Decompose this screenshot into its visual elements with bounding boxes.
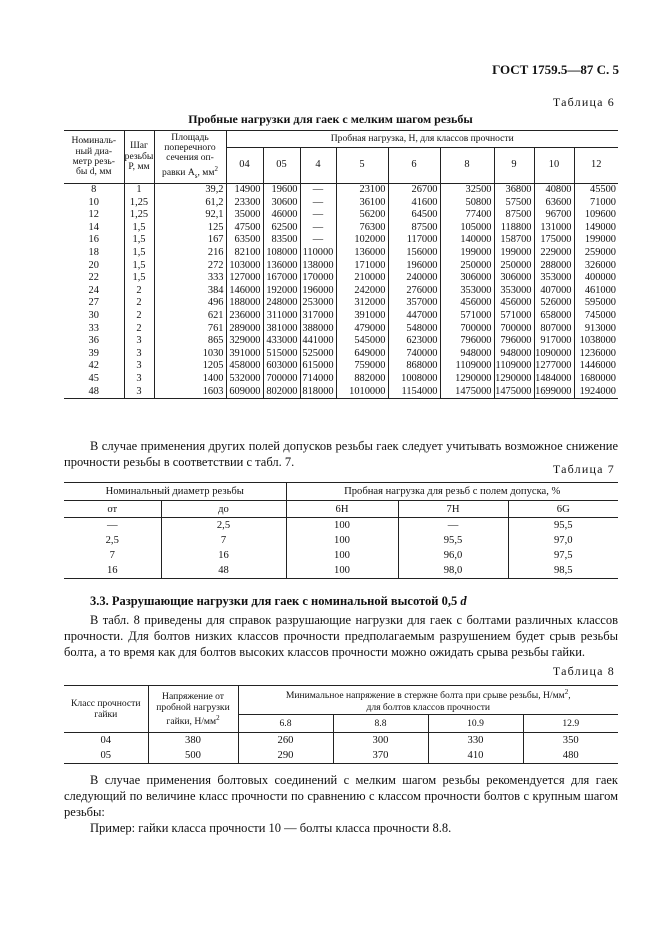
table-cell: 76300 bbox=[336, 222, 388, 235]
table8-class-12-9: 12.9 bbox=[523, 715, 618, 733]
table7 bbox=[64, 482, 618, 579]
table-cell: 330 bbox=[428, 733, 523, 749]
table-cell: 1699000 bbox=[534, 386, 574, 399]
table-cell: 2 bbox=[124, 297, 154, 310]
table-cell: 8 bbox=[64, 184, 124, 197]
table6-col-d: Номиналь- ный диа- метр резь- бы d, мм bbox=[64, 131, 124, 184]
table7-sub-7h: 7H bbox=[398, 501, 508, 518]
table-cell: 253000 bbox=[300, 297, 336, 310]
table6-class-04: 04 bbox=[226, 148, 263, 184]
table-cell: 97,0 bbox=[553, 535, 573, 546]
table-cell: 433000 bbox=[263, 335, 300, 348]
table-cell: 571000 bbox=[494, 310, 534, 323]
table-row bbox=[64, 209, 618, 222]
table-cell: 95,5 bbox=[398, 533, 508, 548]
table-cell: 117000 bbox=[388, 234, 440, 247]
table6-class-10: 10 bbox=[534, 148, 574, 184]
table6-title: Пробные нагрузки для гаек с мелким шагом резьбы bbox=[188, 112, 473, 126]
table-cell: 45500 bbox=[590, 184, 616, 196]
table-cell: 700000 bbox=[440, 323, 494, 336]
table6-class-6: 6 bbox=[388, 148, 440, 184]
table-cell: 95,5 bbox=[553, 520, 573, 531]
table-cell: 621 bbox=[154, 310, 226, 323]
table8-col-class: Класс прочности гайки bbox=[64, 686, 148, 733]
table-cell: 10 bbox=[64, 197, 124, 210]
table-cell: 149000 bbox=[584, 221, 616, 233]
table-cell: 350 bbox=[562, 735, 579, 746]
table-cell: 136000 bbox=[336, 247, 388, 260]
table7-header-diameter: Номинальный диаметр резьбы bbox=[64, 483, 286, 501]
table-cell: 20 bbox=[64, 260, 124, 273]
table-cell: 658000 bbox=[534, 310, 574, 323]
table-cell: 1475000 bbox=[440, 386, 494, 399]
table8-class-8-8: 8.8 bbox=[333, 715, 428, 733]
table-row bbox=[64, 247, 618, 260]
table-cell: 289000 bbox=[226, 323, 263, 336]
table-cell: 82100 bbox=[226, 247, 263, 260]
table-cell: — bbox=[300, 184, 336, 197]
table8-class-10-9: 10.9 bbox=[428, 715, 523, 733]
table-row bbox=[64, 348, 618, 361]
table-cell: 761 bbox=[154, 323, 226, 336]
table-cell: 1,5 bbox=[124, 234, 154, 247]
table-cell: 96700 bbox=[534, 209, 574, 222]
table-cell: 127000 bbox=[226, 272, 263, 285]
table-cell: 1,25 bbox=[124, 209, 154, 222]
table-cell: 63600 bbox=[534, 197, 574, 210]
table-cell: 192000 bbox=[263, 285, 300, 298]
table-cell: 865 bbox=[154, 335, 226, 348]
table-cell: 3 bbox=[124, 335, 154, 348]
table-cell: 175000 bbox=[534, 234, 574, 247]
page-header: ГОСТ 1759.5—87 С. 5 bbox=[492, 62, 619, 77]
table-cell: 26700 bbox=[388, 184, 440, 197]
table-row bbox=[64, 323, 618, 336]
table-cell: 1109000 bbox=[494, 360, 534, 373]
table-cell: 27 bbox=[64, 297, 124, 310]
table-cell: 36 bbox=[64, 335, 124, 348]
table-cell: 288000 bbox=[534, 260, 574, 273]
table-cell: 1290000 bbox=[440, 373, 494, 386]
table-cell: 240000 bbox=[388, 272, 440, 285]
table-cell: 3 bbox=[124, 373, 154, 386]
table-cell: 2 bbox=[124, 323, 154, 336]
table-cell: 1,5 bbox=[124, 272, 154, 285]
table-cell: 1154000 bbox=[388, 386, 440, 399]
table-cell: 100 bbox=[286, 548, 398, 563]
table-cell: 236000 bbox=[226, 310, 263, 323]
table7-sub-from: от bbox=[64, 501, 161, 518]
table-cell: 515000 bbox=[263, 348, 300, 361]
table-row bbox=[64, 548, 618, 563]
table-cell: 500 bbox=[148, 748, 238, 764]
table-cell: 259000 bbox=[584, 247, 616, 259]
table-cell: 595000 bbox=[584, 297, 616, 309]
table-cell: — bbox=[300, 222, 336, 235]
table-cell: 272 bbox=[154, 260, 226, 273]
table-row bbox=[64, 285, 618, 298]
table-cell: 56200 bbox=[336, 209, 388, 222]
table-cell: 131000 bbox=[534, 222, 574, 235]
table-row bbox=[64, 184, 618, 197]
table-cell: 1484000 bbox=[534, 373, 574, 386]
table-cell: 384 bbox=[154, 285, 226, 298]
table-cell: 381000 bbox=[263, 323, 300, 336]
table-cell: 19600 bbox=[263, 184, 300, 197]
table-cell: 32500 bbox=[440, 184, 494, 197]
table-cell: 156000 bbox=[388, 247, 440, 260]
table-cell: 317000 bbox=[300, 310, 336, 323]
table-cell: 36100 bbox=[336, 197, 388, 210]
table-cell: 16 bbox=[64, 563, 161, 579]
table-cell: 40800 bbox=[534, 184, 574, 197]
table-cell: 745000 bbox=[584, 309, 616, 321]
table-cell: 456000 bbox=[494, 297, 534, 310]
table-cell: 571000 bbox=[440, 310, 494, 323]
table-cell: 441000 bbox=[300, 335, 336, 348]
table-cell: 24 bbox=[64, 285, 124, 298]
table-cell: — bbox=[398, 518, 508, 534]
table-cell: 158700 bbox=[494, 234, 534, 247]
table-cell: 400000 bbox=[584, 272, 616, 284]
table-cell: 1290000 bbox=[494, 373, 534, 386]
table-cell: 615000 bbox=[300, 360, 336, 373]
table-cell: 410 bbox=[428, 748, 523, 764]
table-cell: 1277000 bbox=[534, 360, 574, 373]
table-cell: 199000 bbox=[584, 234, 616, 246]
table8-caption: Таблица 8 bbox=[552, 664, 615, 678]
table-cell: 1,5 bbox=[124, 247, 154, 260]
table-cell: 48 bbox=[64, 386, 124, 399]
table-cell: 532000 bbox=[226, 373, 263, 386]
table6-caption: Таблица 6 bbox=[552, 95, 615, 109]
table-cell: 05 bbox=[64, 748, 148, 764]
table-cell: 1475000 bbox=[494, 386, 534, 399]
table-row bbox=[64, 518, 618, 534]
table-cell: 796000 bbox=[440, 335, 494, 348]
table-cell: 1236000 bbox=[579, 347, 616, 359]
table8-col-stress: Напряжение от пробной нагрузки гайки, $Н/мм^2$ bbox=[148, 686, 238, 733]
table-cell: 30600 bbox=[263, 197, 300, 210]
table-cell: 649000 bbox=[336, 348, 388, 361]
table-cell: — bbox=[300, 234, 336, 247]
table-cell: 14 bbox=[64, 222, 124, 235]
table-cell: 98,0 bbox=[398, 563, 508, 579]
table-cell: 45 bbox=[64, 373, 124, 386]
table-cell: 16 bbox=[161, 548, 286, 563]
table-cell: 23300 bbox=[226, 197, 263, 210]
table-cell: 1,5 bbox=[124, 222, 154, 235]
table-cell: 312000 bbox=[336, 297, 388, 310]
table-cell: 30 bbox=[64, 310, 124, 323]
table-cell: 1205 bbox=[154, 360, 226, 373]
table7-sub-6h: 6H bbox=[286, 501, 398, 518]
table-cell: 250000 bbox=[440, 260, 494, 273]
table-cell: 2,5 bbox=[64, 533, 161, 548]
table7-sub-6g: 6G bbox=[508, 501, 618, 518]
table6-class-9: 9 bbox=[494, 148, 534, 184]
table-cell: 199000 bbox=[440, 247, 494, 260]
table-cell: 36800 bbox=[494, 184, 534, 197]
table-cell: — bbox=[300, 209, 336, 222]
table-cell: 210000 bbox=[336, 272, 388, 285]
table-cell: 167 bbox=[154, 234, 226, 247]
table-cell: 290 bbox=[238, 748, 333, 764]
table-cell: 388000 bbox=[300, 323, 336, 336]
table-cell: 35000 bbox=[226, 209, 263, 222]
table-cell: 92,1 bbox=[154, 209, 226, 222]
table6-class-05: 05 bbox=[263, 148, 300, 184]
table-row bbox=[64, 297, 618, 310]
paragraph-recommendation: В случае применения болтовых соединений с мелким шагом резьбы рекомендуется для гаек следующий по величине класс прочности по сравнению с классом прочности болтов с крупным шагом резьбы: Пример: гайки класса прочности 10 — болты класса прочности 8.8. bbox=[64, 773, 618, 835]
table-row bbox=[64, 360, 618, 373]
table6-col-p: Шаг резьбы P, мм bbox=[124, 131, 154, 184]
table-cell: 118800 bbox=[494, 222, 534, 235]
table-cell: 18 bbox=[64, 247, 124, 260]
table-cell: 47500 bbox=[226, 222, 263, 235]
table-cell: 1090000 bbox=[534, 348, 574, 361]
table-cell: 61,2 bbox=[154, 197, 226, 210]
table-cell: 110000 bbox=[300, 247, 336, 260]
table7-header-load: Пробная нагрузка для резьб с полем допуска, % bbox=[286, 483, 618, 501]
table-cell: 48 bbox=[161, 563, 286, 579]
table-cell: 14900 bbox=[226, 184, 263, 197]
table-cell: 7 bbox=[161, 533, 286, 548]
table-cell: 796000 bbox=[494, 335, 534, 348]
table-cell: 1446000 bbox=[579, 360, 616, 372]
table8 bbox=[64, 685, 618, 764]
table8-group-header: Минимальное напряжение в стержне болта при срыве резьбы, $Н/мм^2$, для болтов классов прочности bbox=[238, 686, 618, 715]
table-cell: 138000 bbox=[300, 260, 336, 273]
table-cell: 353000 bbox=[534, 272, 574, 285]
table-cell: 171000 bbox=[336, 260, 388, 273]
table-cell: 250000 bbox=[494, 260, 534, 273]
table-cell: 807000 bbox=[534, 323, 574, 336]
table-cell: 818000 bbox=[300, 386, 336, 399]
table-cell: 913000 bbox=[584, 322, 616, 334]
table-cell: 3 bbox=[124, 360, 154, 373]
table-cell: 609000 bbox=[226, 386, 263, 399]
table-cell: 16 bbox=[64, 234, 124, 247]
table-cell: 623000 bbox=[388, 335, 440, 348]
table-row bbox=[64, 234, 618, 247]
table-cell: 882000 bbox=[336, 373, 388, 386]
table-cell: 57500 bbox=[494, 197, 534, 210]
table-cell: 248000 bbox=[263, 297, 300, 310]
table-cell: 306000 bbox=[494, 272, 534, 285]
table-cell: 2 bbox=[124, 310, 154, 323]
table-cell: 3 bbox=[124, 348, 154, 361]
table-cell: 87500 bbox=[494, 209, 534, 222]
table-cell: 1603 bbox=[154, 386, 226, 399]
table-cell: 3 bbox=[124, 386, 154, 399]
table-cell: 105000 bbox=[440, 222, 494, 235]
table-cell: 1924000 bbox=[574, 386, 618, 399]
table-cell: 103000 bbox=[226, 260, 263, 273]
table-row bbox=[64, 310, 618, 323]
table-cell: 146000 bbox=[226, 285, 263, 298]
table-cell: 1680000 bbox=[579, 372, 616, 384]
section-3-3-text: В табл. 8 приведены для справок разрушающие нагрузки для гаек с болтами различных классов прочности. Для болтов низких классов прочности предполагаемым разрушением будет срыв резьбы болта, а то время как для болтов высоких классов прочности можно ожидать срыва резьбы гайки. bbox=[64, 613, 618, 659]
table7-sub-to: до bbox=[161, 501, 286, 518]
table-cell: 1400 bbox=[154, 373, 226, 386]
table-cell: 98,5 bbox=[508, 563, 618, 579]
table-cell: 04 bbox=[64, 733, 148, 749]
table6-class-8: 8 bbox=[440, 148, 494, 184]
table-cell: 42 bbox=[64, 360, 124, 373]
table-cell: 370 bbox=[333, 748, 428, 764]
table-cell: 311000 bbox=[263, 310, 300, 323]
table6 bbox=[64, 130, 618, 399]
table-cell: 242000 bbox=[336, 285, 388, 298]
table-cell: 77400 bbox=[440, 209, 494, 222]
table-cell: 456000 bbox=[440, 297, 494, 310]
table-row bbox=[64, 335, 618, 348]
table-row bbox=[64, 197, 618, 210]
table-cell: 23100 bbox=[336, 184, 388, 197]
table-cell: 480 bbox=[523, 748, 618, 764]
table-cell: 391000 bbox=[336, 310, 388, 323]
table-cell: 948000 bbox=[440, 348, 494, 361]
table-cell: 62500 bbox=[263, 222, 300, 235]
table-cell: 50800 bbox=[440, 197, 494, 210]
table-cell: 1,25 bbox=[124, 197, 154, 210]
table-cell: 167000 bbox=[263, 272, 300, 285]
table-cell: 83500 bbox=[263, 234, 300, 247]
table-cell: 407000 bbox=[534, 285, 574, 298]
table-cell: 458000 bbox=[226, 360, 263, 373]
table-row bbox=[64, 386, 618, 399]
table-cell: 170000 bbox=[300, 272, 336, 285]
table-cell: 109600 bbox=[584, 209, 616, 221]
table-cell: 357000 bbox=[388, 297, 440, 310]
section-3-3-title: 3.3. Разрушающие нагрузки для гаек с номинальной высотой 0,5 d bbox=[90, 594, 467, 608]
table-cell: 714000 bbox=[300, 373, 336, 386]
table-cell: 1,5 bbox=[124, 260, 154, 273]
table-cell: 868000 bbox=[388, 360, 440, 373]
table-cell: — bbox=[300, 197, 336, 210]
table-cell: 96,0 bbox=[398, 548, 508, 563]
table-cell: 229000 bbox=[534, 247, 574, 260]
table-cell: 136000 bbox=[263, 260, 300, 273]
table-row bbox=[64, 733, 618, 749]
table-cell: — bbox=[64, 518, 161, 534]
table-cell: 447000 bbox=[388, 310, 440, 323]
table-cell: 100 bbox=[286, 533, 398, 548]
table-cell: 1038000 bbox=[579, 335, 616, 347]
table6-class-12: 12 bbox=[574, 148, 618, 184]
table-cell: 802000 bbox=[263, 386, 300, 399]
table-cell: 46000 bbox=[263, 209, 300, 222]
table-cell: 140000 bbox=[440, 234, 494, 247]
table-cell: 548000 bbox=[388, 323, 440, 336]
table-cell: 125 bbox=[154, 222, 226, 235]
table-cell: 479000 bbox=[336, 323, 388, 336]
table-cell: 260 bbox=[238, 733, 333, 749]
table-cell: 1030 bbox=[154, 348, 226, 361]
table-cell: 1 bbox=[124, 184, 154, 197]
table-cell: 196000 bbox=[388, 260, 440, 273]
paragraph-tolerance-note: В случае применения других полей допусков резьбы гаек следует учитывать возможное снижение прочности резьбы в соответствии с табл. 7. bbox=[64, 439, 618, 469]
table-cell: 326000 bbox=[584, 259, 616, 271]
table-cell: 1008000 bbox=[388, 373, 440, 386]
table-cell: 759000 bbox=[336, 360, 388, 373]
table-row bbox=[64, 748, 618, 764]
table-cell: 100 bbox=[286, 518, 398, 534]
table-row bbox=[64, 260, 618, 273]
table-cell: 7 bbox=[64, 548, 161, 563]
table-cell: 496 bbox=[154, 297, 226, 310]
table-cell: 39 bbox=[64, 348, 124, 361]
table-cell: 461000 bbox=[584, 284, 616, 296]
table-cell: 306000 bbox=[440, 272, 494, 285]
table-cell: 97,5 bbox=[553, 550, 573, 561]
table-cell: 22 bbox=[64, 272, 124, 285]
table-cell: 333 bbox=[154, 272, 226, 285]
table-cell: 2,5 bbox=[161, 518, 286, 534]
table-cell: 740000 bbox=[388, 348, 440, 361]
table-cell: 199000 bbox=[494, 247, 534, 260]
table6-col-area: Площадь поперечного сечения оп- равки $A_s$, $мм^2$ bbox=[154, 131, 226, 184]
table-cell: 700000 bbox=[494, 323, 534, 336]
table-cell: 64500 bbox=[388, 209, 440, 222]
table-cell: 1010000 bbox=[336, 386, 388, 399]
table-cell: 603000 bbox=[263, 360, 300, 373]
table-cell: 33 bbox=[64, 323, 124, 336]
table-cell: 353000 bbox=[494, 285, 534, 298]
table-cell: 526000 bbox=[534, 297, 574, 310]
table6-class-5: 5 bbox=[336, 148, 388, 184]
table-cell: 12 bbox=[64, 209, 124, 222]
table-cell: 100 bbox=[286, 563, 398, 579]
table-row bbox=[64, 563, 618, 579]
table6-group-header: Пробная нагрузка, Н, для классов прочности bbox=[226, 131, 618, 148]
table-row bbox=[64, 222, 618, 235]
table-cell: 948000 bbox=[494, 348, 534, 361]
table-cell: 700000 bbox=[263, 373, 300, 386]
table-row bbox=[64, 272, 618, 285]
table-cell: 917000 bbox=[534, 335, 574, 348]
table-cell: 216 bbox=[154, 247, 226, 260]
table-cell: 196000 bbox=[300, 285, 336, 298]
table-row bbox=[64, 373, 618, 386]
table7-caption: Таблица 7 bbox=[552, 462, 615, 476]
table8-class-6-8: 6.8 bbox=[238, 715, 333, 733]
table-cell: 545000 bbox=[336, 335, 388, 348]
table-cell: 39,2 bbox=[154, 184, 226, 197]
table6-class-4: 4 bbox=[300, 148, 336, 184]
table-cell: 87500 bbox=[388, 222, 440, 235]
table-cell: 525000 bbox=[300, 348, 336, 361]
table-cell: 102000 bbox=[336, 234, 388, 247]
table-cell: 300 bbox=[333, 733, 428, 749]
table-cell: 71000 bbox=[590, 196, 616, 208]
table-cell: 1109000 bbox=[440, 360, 494, 373]
table-cell: 329000 bbox=[226, 335, 263, 348]
table-row bbox=[64, 533, 618, 548]
table-cell: 108000 bbox=[263, 247, 300, 260]
table-cell: 63500 bbox=[226, 234, 263, 247]
table-cell: 391000 bbox=[226, 348, 263, 361]
table-cell: 2 bbox=[124, 285, 154, 298]
table-cell: 188000 bbox=[226, 297, 263, 310]
table-cell: 276000 bbox=[388, 285, 440, 298]
table-cell: 353000 bbox=[440, 285, 494, 298]
table-cell: 41600 bbox=[388, 197, 440, 210]
table-cell: 380 bbox=[148, 733, 238, 749]
